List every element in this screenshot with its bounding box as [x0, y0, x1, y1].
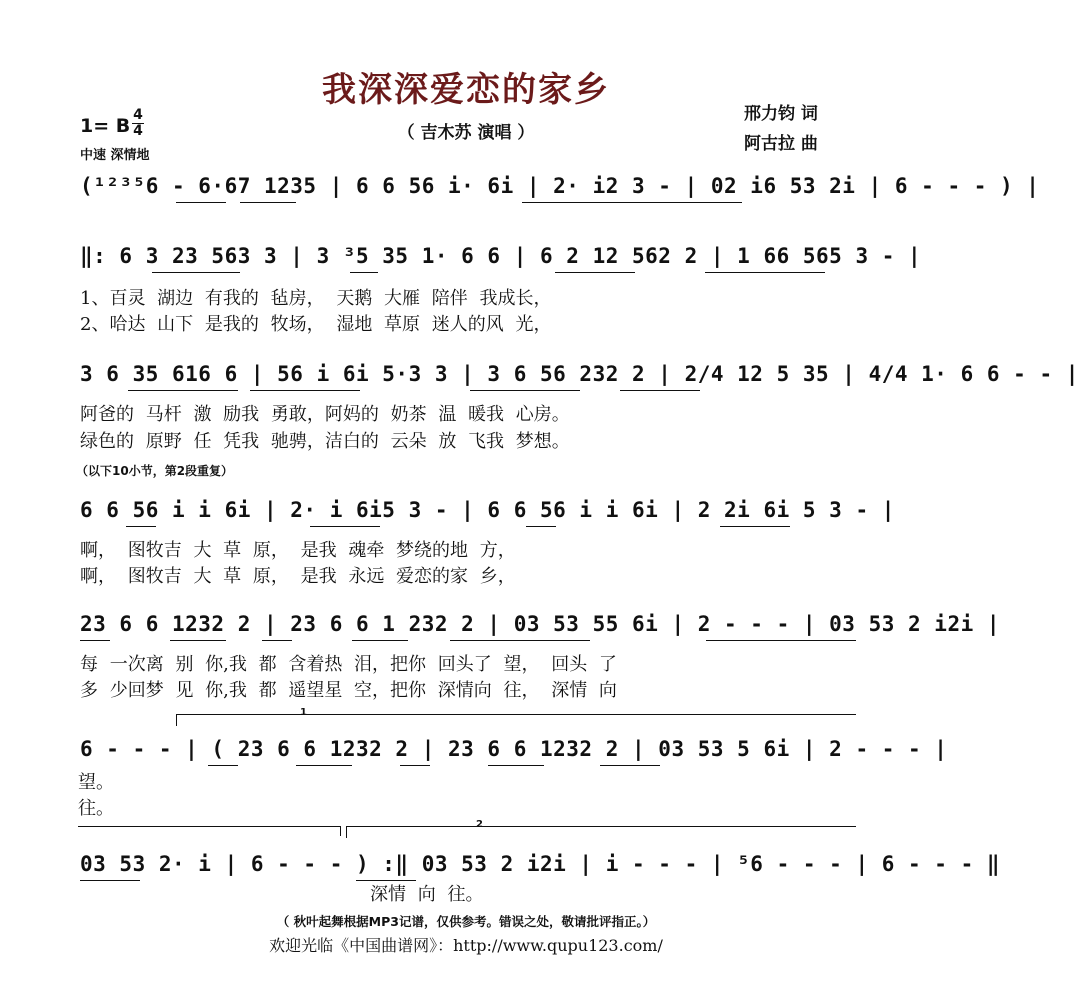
- staff-1-notes: ‖: 6 3 23 563 3 | 3 ³5 35 1· 6 6 | 6 2 12 562 2 | 1 66 565 3 - |: [80, 244, 922, 268]
- staff-1-lyrics-verse-1: 1、百灵 湖边 有我的 毡房， 天鹅 大雁 陪伴 我成长，: [80, 288, 552, 309]
- meter-top: 4: [133, 107, 143, 123]
- meter-bottom: 4: [133, 123, 143, 139]
- transcription-footnote: （ 秋叶起舞根据MP3记谱，仅供参考。错误之处，敬请批评指正。）: [276, 914, 656, 929]
- staff-6-lyrics: 深情 向 往。: [370, 884, 484, 905]
- lyricist-credit: 邢力钧 词: [744, 104, 818, 124]
- staff-2-notes: 3 6 35 616 6 | 56 i 6i 5·3 3 | 3 6 56 232 2 | 2/4 12 5 35 | 4/4 1· 6 6 - - |: [80, 362, 1079, 386]
- tempo-marking: 中速 深情地: [80, 148, 150, 163]
- staff-3-notes: 6 6 56 i i 6i | 2· i 6i5 3 - | 6 6 56 i i 6i | 2 2i 6i 5 3 - |: [80, 498, 895, 522]
- repeat-instruction: （以下10小节，第2段重复）: [76, 464, 234, 478]
- key-signature: 1= B: [80, 115, 131, 137]
- staff-3-lyrics-verse-2: 啊， 图牧吉 大 草 原， 是我 永远 爱恋的家 乡，: [80, 566, 516, 587]
- time-signature: [132, 109, 144, 138]
- staff-intro-notes: (¹²³⁵6 - 6·67 1235 | 6 6 56 i· 6i | 2· i2 3 - | 02 i6 53 2i | 6 - - - ) |: [80, 174, 1040, 198]
- staff-1-lyrics-verse-2: 2、哈达 山下 是我的 牧场， 湿地 草原 迷人的风 光，: [80, 314, 552, 335]
- staff-6-notes: 03 53 2· i | 6 - - - ) :‖ 03 53 2 i2i | i - - - | ⁵6 - - - | 6 - - - ‖: [80, 852, 1001, 876]
- staff-2-lyrics-verse-2: 绿色的 原野 任 凭我 驰骋，洁白的 云朵 放 飞我 梦想。: [80, 431, 570, 452]
- staff-5-lyrics-verse-1: 望。: [78, 772, 114, 793]
- volta-2-number: 2: [476, 819, 483, 830]
- staff-5-notes: 6 - - - | ( 23 6 6 1232 2 | 23 6 6 1232 2 | 03 53 5 6i | 2 - - - |: [80, 737, 948, 761]
- staff-3-lyrics-verse-1: 啊， 图牧吉 大 草 原， 是我 魂牵 梦绕的地 方，: [80, 540, 516, 561]
- staff-4-lyrics-verse-1: 每 一次离 别 你,我 都 含着热 泪，把你 回头了 望， 回头 了: [80, 654, 617, 675]
- volta-1-number: 1: [300, 707, 307, 718]
- staff-2-lyrics-verse-1: 阿爸的 马杆 激 励我 勇敢，阿妈的 奶茶 温 暖我 心房。: [80, 404, 570, 425]
- staff-4-notes: 23 6 6 1232 2 | 23 6 6 1 232 2 | 03 53 55 6i | 2 - - - | 03 53 2 i2i |: [80, 612, 1001, 636]
- staff-5-lyrics-verse-2: 往。: [78, 798, 114, 819]
- performer-subtitle: （ 吉木苏 演唱 ）: [397, 123, 535, 143]
- volta-1-continuation: [78, 826, 340, 827]
- song-title: 我深深爱恋的家乡: [322, 70, 610, 110]
- composer-credit: 阿古拉 曲: [744, 134, 818, 154]
- website-footer: 欢迎光临《中国曲谱网》：http://www.qupu123.com/: [269, 936, 663, 955]
- staff-4-lyrics-verse-2: 多 少回梦 见 你,我 都 遥望星 空，把你 深情向 往， 深情 向: [80, 680, 617, 701]
- volta-2-bracket: [346, 826, 856, 827]
- volta-1-bracket: [176, 714, 856, 715]
